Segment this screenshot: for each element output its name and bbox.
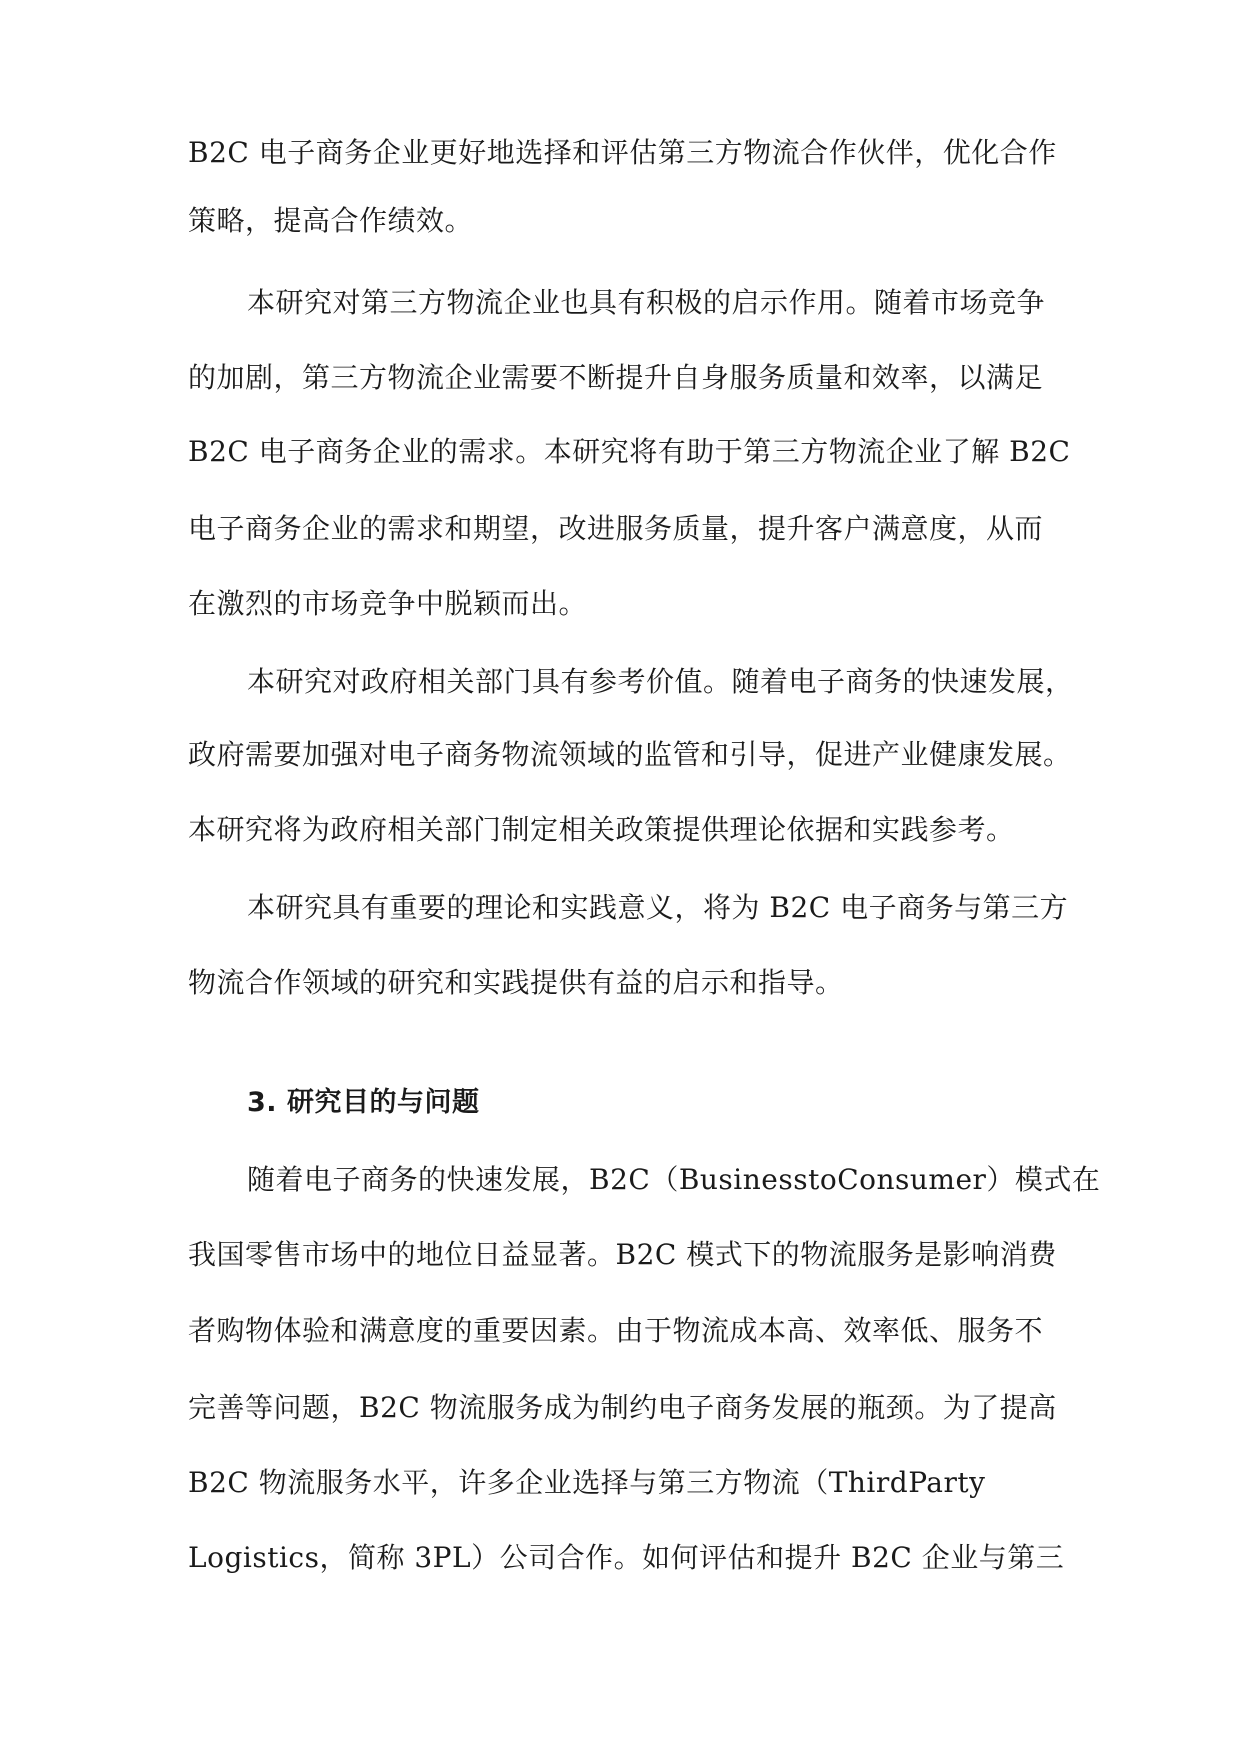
paragraph-line: 的加剧，第三方物流企业需要不断提升自身服务质量和效率，以满足 [188,361,1044,394]
paragraph-line: 本研究对第三方物流企业也具有积极的启示作用。随着市场竞争 [247,286,1046,319]
paragraph-line: B2C 电子商务企业更好地选择和评估第三方物流合作伙伴，优化合作 [188,136,1057,169]
paragraph-line: B2C 电子商务企业的需求。本研究将有助于第三方物流企业了解 B2C [188,435,1071,468]
paragraph-line: 策略，提高合作绩效。 [188,204,474,237]
paragraph-line: 本研究对政府相关部门具有参考价值。随着电子商务的快速发展， [247,665,1074,698]
paragraph-line: 电子商务企业的需求和期望，改进服务质量，提升客户满意度，从而 [188,512,1044,545]
paragraph-line: 我国零售市场中的地位日益显著。B2C 模式下的物流服务是影响消费 [188,1238,1057,1271]
paragraph-line: 完善等问题，B2C 物流服务成为制约电子商务发展的瓶颈。为了提高 [188,1391,1057,1424]
paragraph-line: 在激烈的市场竞争中脱颖而出。 [188,587,588,620]
paragraph-line: 本研究具有重要的理论和实践意义，将为 B2C 电子商务与第三方 [247,891,1069,924]
paragraph-line: 物流合作领域的研究和实践提供有益的启示和指导。 [188,966,844,999]
paragraph-line: B2C 物流服务水平，许多企业选择与第三方物流（ThirdParty [188,1466,986,1499]
paragraph-line: 政府需要加强对电子商务物流领域的监管和引导，促进产业健康发展。 [188,738,1072,771]
section-heading: 3. 研究目的与问题 [247,1087,480,1118]
paragraph-line: 随着电子商务的快速发展，B2C（BusinesstoConsumer）模式在 [247,1163,1101,1196]
paragraph-line: Logistics，简称 3PL）公司合作。如何评估和提升 B2C 企业与第三 [188,1541,1065,1574]
paragraph-line: 本研究将为政府相关部门制定相关政策提供理论依据和实践参考。 [188,813,1015,846]
paragraph-line: 者购物体验和满意度的重要因素。由于物流成本高、效率低、服务不 [188,1314,1044,1347]
